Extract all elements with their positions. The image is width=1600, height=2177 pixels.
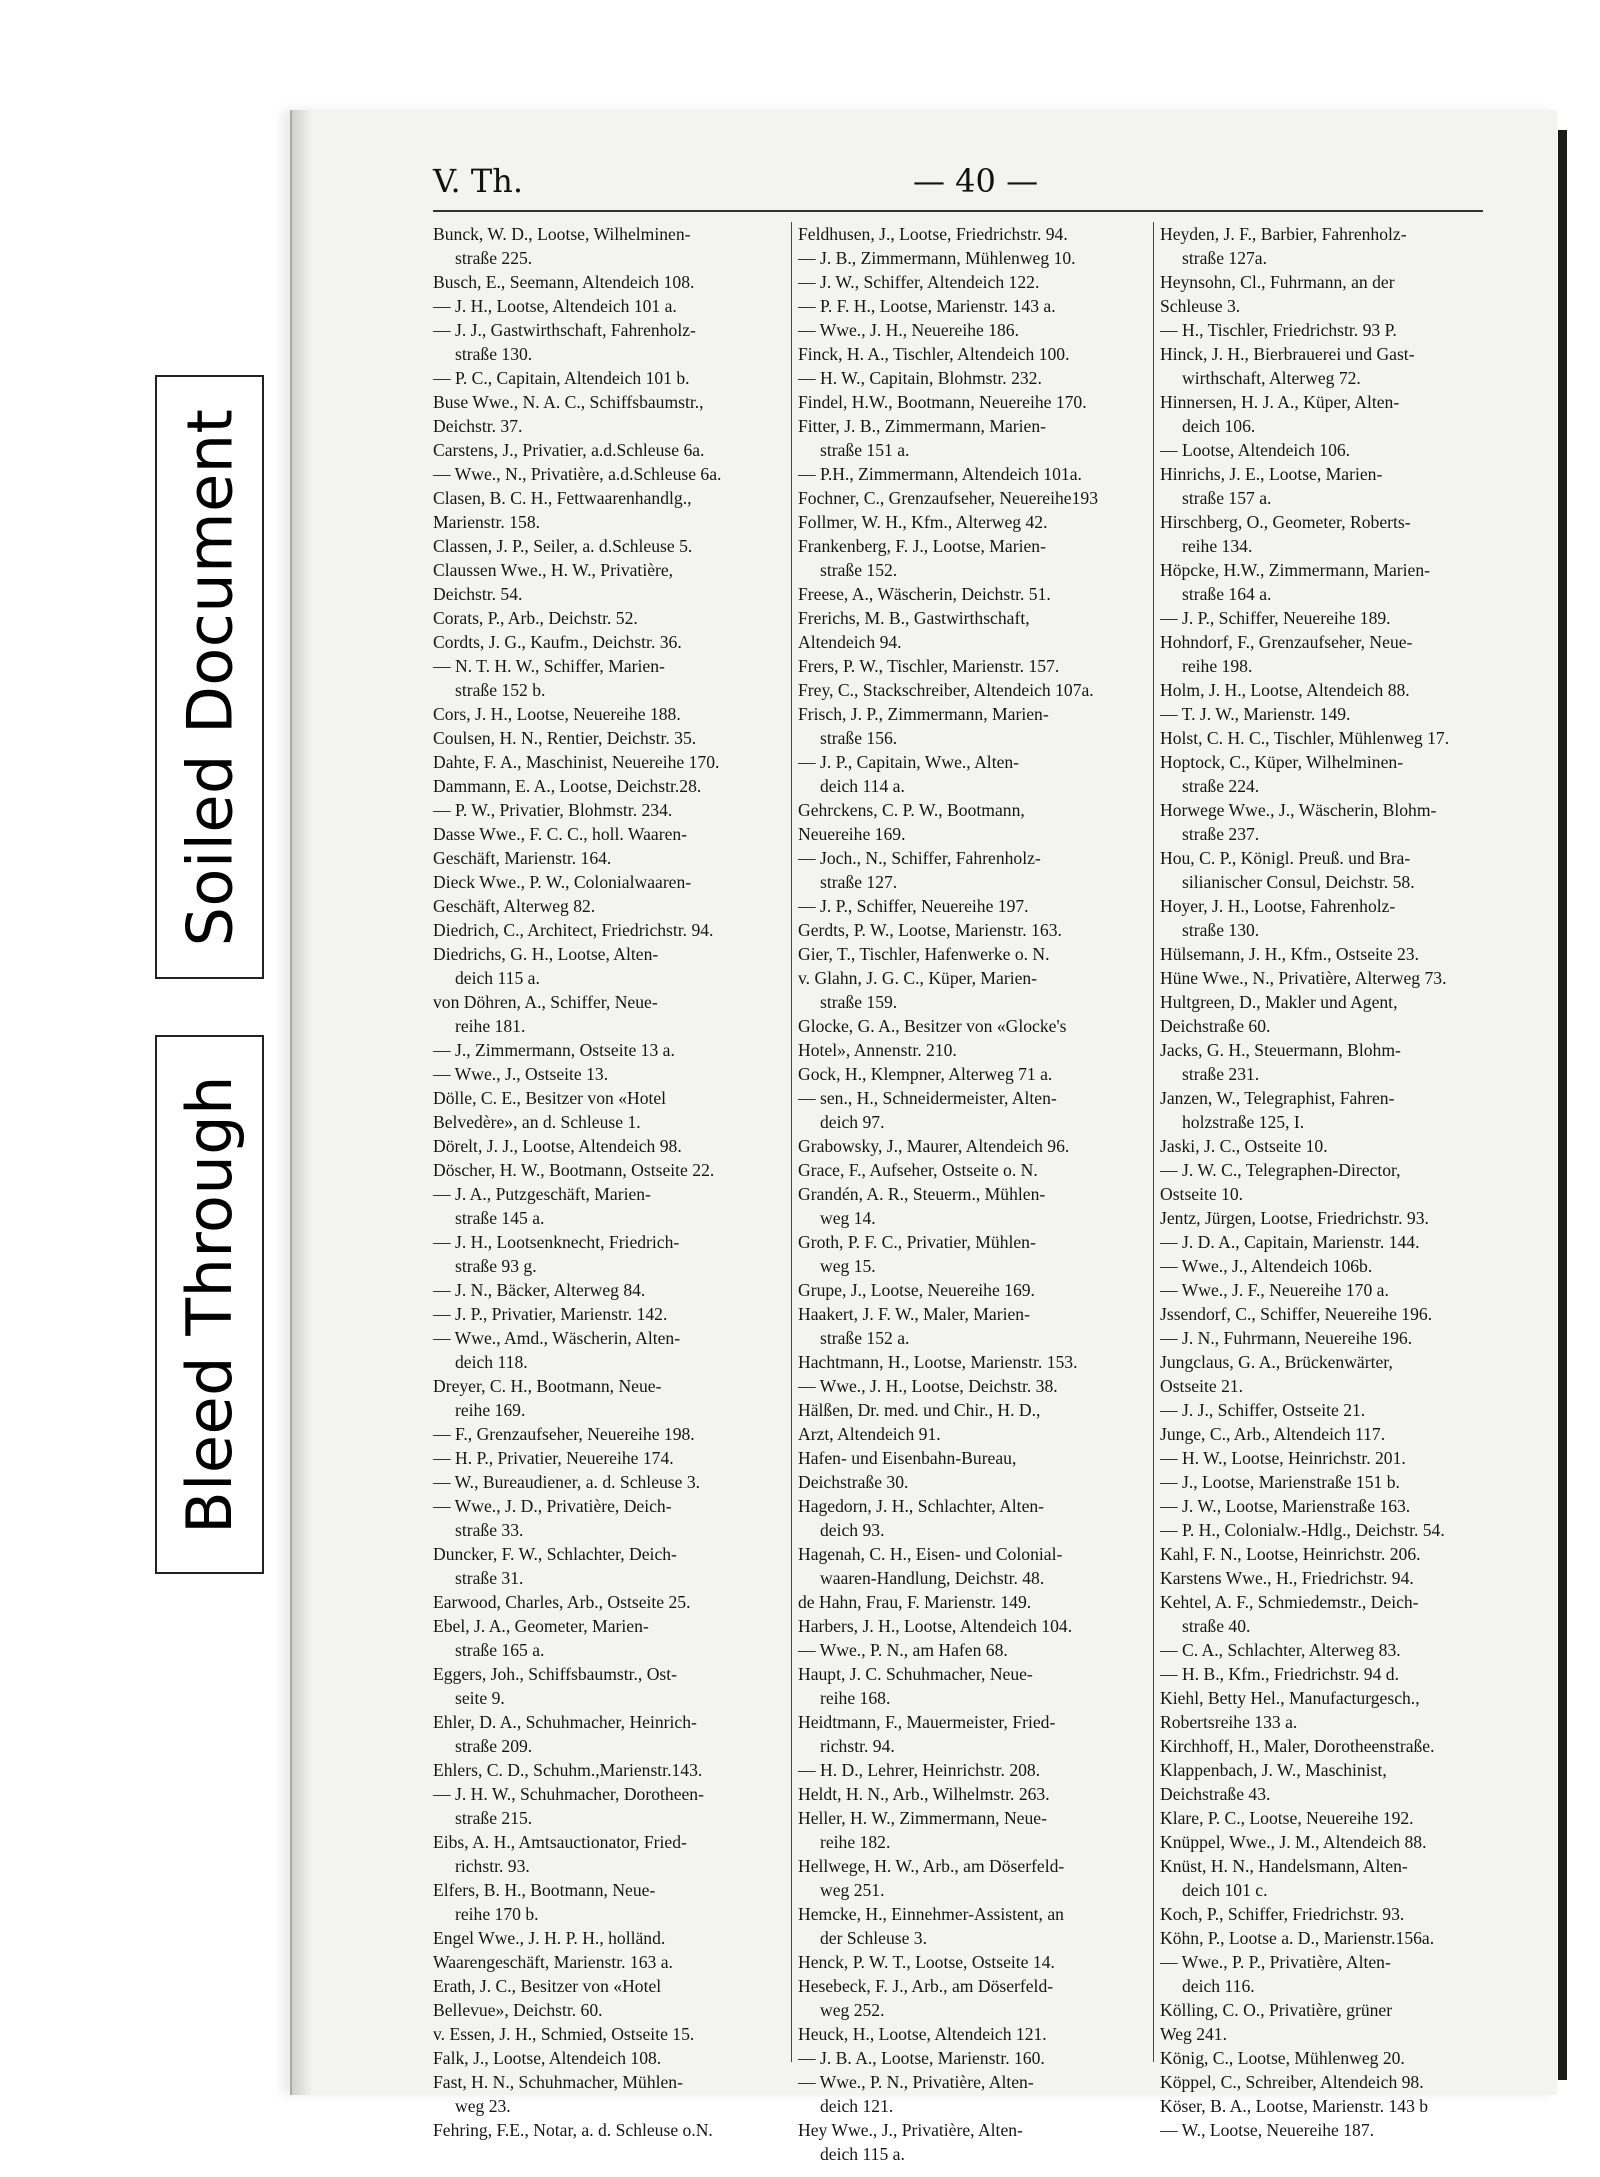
directory-entry-line: straße 156. — [820, 728, 898, 748]
directory-entry-line: Coulsen, H. N., Rentier, Deichstr. 35. — [433, 728, 697, 748]
directory-entry-line: Earwood, Charles, Arb., Ostseite 25. — [433, 1592, 691, 1612]
directory-entry-line: deich 115 a. — [820, 2144, 905, 2164]
directory-entry-line: — J. N., Bäcker, Alterweg 84. — [433, 1280, 646, 1300]
directory-entry-line: Dieck Wwe., P. W., Colonialwaaren- — [433, 872, 692, 892]
directory-entry-line: — J. A., Putzgeschäft, Marien- — [433, 1184, 651, 1204]
directory-entry-line: — J., Zimmermann, Ostseite 13 a. — [433, 1040, 675, 1060]
directory-entry-line: deich 106. — [1182, 416, 1256, 436]
directory-entry-line: — Wwe., P. N., Privatière, Alten- — [798, 2072, 1034, 2092]
directory-entry-line: Kiehl, Betty Hel., Manufacturgesch., — [1160, 1688, 1420, 1708]
directory-entry-line: Bunck, W. D., Lootse, Wilhelminen- — [433, 224, 691, 244]
directory-entry-line: deich 97. — [820, 1112, 885, 1132]
directory-entry-line: Kahl, F. N., Lootse, Heinrichstr. 206. — [1160, 1544, 1421, 1564]
page-number: — 40 — — [913, 162, 1039, 200]
directory-entry-line: Carstens, J., Privatier, a.d.Schleuse 6a. — [433, 440, 705, 460]
directory-entry-line: Frisch, J. P., Zimmermann, Marien- — [798, 704, 1049, 724]
directory-entry-line: reihe 169. — [455, 1400, 526, 1420]
directory-entry-line: — H., Tischler, Friedrichstr. 93 P. — [1160, 320, 1397, 340]
bleed-through-tag — [155, 1035, 264, 1574]
directory-entry-line: Busch, E., Seemann, Altendeich 108. — [433, 272, 695, 292]
directory-entry-line: Feldhusen, J., Lootse, Friedrichstr. 94. — [798, 224, 1068, 244]
directory-entry-line: waaren-Handlung, Deichstr. 48. — [820, 1568, 1045, 1588]
directory-entry-line: Glocke, G. A., Besitzer von «Glocke's — [798, 1016, 1067, 1036]
directory-entry-line: reihe 134. — [1182, 536, 1253, 556]
directory-entry-line: Marienstr. 158. — [433, 512, 541, 532]
directory-entry-line: Ostseite 10. — [1160, 1184, 1244, 1204]
directory-entry-line: Köhn, P., Lootse a. D., Marienstr.156a. — [1160, 1928, 1435, 1948]
directory-entry-line: Hagedorn, J. H., Schlachter, Alten- — [798, 1496, 1045, 1516]
directory-entry-line: — Wwe., J. H., Lootse, Deichstr. 38. — [798, 1376, 1058, 1396]
directory-entry-line: von Döhren, A., Schiffer, Neue- — [433, 992, 658, 1012]
directory-entry-line: — Wwe., J. D., Privatière, Deich- — [433, 1496, 672, 1516]
directory-entry-line: — J. P., Capitain, Wwe., Alten- — [798, 752, 1020, 772]
directory-entry-line: deich 121. — [820, 2096, 894, 2116]
directory-entry-line: de Hahn, Frau, F. Marienstr. 149. — [798, 1592, 1032, 1612]
directory-entry-line: — W., Lootse, Neuereihe 187. — [1160, 2120, 1375, 2140]
header-rule — [433, 210, 1483, 212]
directory-entry-line: weg 15. — [820, 1256, 876, 1276]
directory-entry-line: Hinck, J. H., Bierbrauerei und Gast- — [1160, 344, 1415, 364]
directory-entry-line: Fochner, C., Grenzaufseher, Neuereihe193 — [798, 488, 1099, 508]
directory-entry-line: Hultgreen, D., Makler und Agent, — [1160, 992, 1398, 1012]
bleed-through-label: Bleed Through — [173, 1075, 247, 1534]
directory-entry-line: — P. H., Colonialw.-Hdlg., Deichstr. 54. — [1160, 1520, 1445, 1540]
directory-entry-line: holzstraße 125, I. — [1182, 1112, 1305, 1132]
directory-entry-line: Jssendorf, C., Schiffer, Neuereihe 196. — [1160, 1304, 1433, 1324]
directory-entry-line: — Wwe., J., Altendeich 106b. — [1160, 1256, 1373, 1276]
directory-entry-line: straße 145 a. — [455, 1208, 545, 1228]
directory-entry-line: — Wwe., J., Ostseite 13. — [433, 1064, 609, 1084]
directory-entry-line: Hemcke, H., Einnehmer-Assistent, an — [798, 1904, 1064, 1924]
directory-entry-line: Belvedère», an d. Schleuse 1. — [433, 1112, 641, 1132]
directory-entry-line: straße 224. — [1182, 776, 1260, 796]
directory-entry-line: Haupt, J. C. Schuhmacher, Neue- — [798, 1664, 1033, 1684]
directory-entry-line: Haakert, J. F. W., Maler, Marien- — [798, 1304, 1030, 1324]
directory-column-1 — [433, 222, 791, 2140]
directory-entry-line: weg 252. — [820, 2000, 885, 2020]
directory-entry-line: Hülsemann, J. H., Kfm., Ostseite 23. — [1160, 944, 1419, 964]
directory-entry-line: — Wwe., N., Privatière, a.d.Schleuse 6a. — [433, 464, 722, 484]
directory-entry-line: Eibs, A. H., Amtsauctionator, Fried- — [433, 1832, 687, 1852]
directory-entry-line: Dasse Wwe., F. C. C., holl. Waaren- — [433, 824, 688, 844]
directory-entry-line: — P.H., Zimmermann, Altendeich 101a. — [798, 464, 1082, 484]
directory-entry-line: — P. W., Privatier, Blohmstr. 234. — [433, 800, 673, 820]
directory-entry-line: — J. W. C., Telegraphen-Director, — [1160, 1160, 1401, 1180]
directory-entry-line: — J. W., Lootse, Marienstraße 163. — [1160, 1496, 1411, 1516]
directory-entry-line: Deichstr. 54. — [433, 584, 523, 604]
directory-entry-line: Duncker, F. W., Schlachter, Deich- — [433, 1544, 677, 1564]
directory-entry-line: — N. T. H. W., Schiffer, Marien- — [433, 656, 665, 676]
directory-entry-line: Holst, C. H. C., Tischler, Mühlenweg 17. — [1160, 728, 1450, 748]
directory-entry-line: Fehring, F.E., Notar, a. d. Schleuse o.N. — [433, 2120, 713, 2140]
directory-entry-line: wirthschaft, Alterweg 72. — [1182, 368, 1361, 388]
directory-entry-line: deich 118. — [455, 1352, 528, 1372]
directory-entry-line: straße 231. — [1182, 1064, 1260, 1084]
directory-entry-line: Geschäft, Alterweg 82. — [433, 896, 596, 916]
directory-entry-line: Ostseite 21. — [1160, 1376, 1244, 1396]
directory-entry-line: straße 159. — [820, 992, 898, 1012]
directory-entry-line: straße 237. — [1182, 824, 1260, 844]
directory-entry-line: straße 164 a. — [1182, 584, 1272, 604]
directory-entry-line: straße 152 b. — [455, 680, 546, 700]
directory-entry-line: Hohndorf, F., Grenzaufseher, Neue- — [1160, 632, 1413, 652]
directory-entry-line: Koch, P., Schiffer, Friedrichstr. 93. — [1160, 1904, 1405, 1924]
section-heading: V. Th. — [433, 162, 523, 200]
directory-entry-line: Heynsohn, Cl., Fuhrmann, an der — [1160, 272, 1395, 292]
directory-entry-line: Dahte, F. A., Maschinist, Neuereihe 170. — [433, 752, 720, 772]
directory-entry-line: — J. P., Schiffer, Neuereihe 197. — [798, 896, 1029, 916]
directory-entry-line: Frey, C., Stackschreiber, Altendeich 107a. — [798, 680, 1094, 700]
directory-entry-line: Dörelt, J. J., Lootse, Altendeich 98. — [433, 1136, 682, 1156]
directory-entry-line: — Wwe., P. P., Privatière, Alten- — [1160, 1952, 1391, 1972]
directory-entry-line: Hüne Wwe., N., Privatière, Alterweg 73. — [1160, 968, 1447, 988]
directory-entry-line: Altendeich 94. — [798, 632, 902, 652]
directory-entry-line: — C. A., Schlachter, Alterweg 83. — [1160, 1640, 1401, 1660]
directory-entry-line: Dammann, E. A., Lootse, Deichstr.28. — [433, 776, 702, 796]
directory-entry-line: Falk, J., Lootse, Altendeich 108. — [433, 2048, 662, 2068]
directory-entry-line: — Lootse, Altendeich 106. — [1160, 440, 1351, 460]
directory-entry-line: straße 40. — [1182, 1616, 1251, 1636]
directory-entry-line: Groth, P. F. C., Privatier, Mühlen- — [798, 1232, 1036, 1252]
directory-entry-line: deich 101 c. — [1182, 1880, 1268, 1900]
directory-entry-line: Ehlers, C. D., Schuhm.,Marienstr.143. — [433, 1760, 703, 1780]
directory-entry-line: straße 127. — [820, 872, 898, 892]
directory-entry-line: Kehtel, A. F., Schmiedemstr., Deich- — [1160, 1592, 1419, 1612]
directory-entry-line: Engel Wwe., J. H. P. H., holländ. — [433, 1928, 666, 1948]
directory-entry-line: — Joch., N., Schiffer, Fahrenholz- — [798, 848, 1041, 868]
directory-entry-line: Hinnersen, H. J. A., Küper, Alten- — [1160, 392, 1400, 412]
directory-entry-line: — W., Bureaudiener, a. d. Schleuse 3. — [433, 1472, 701, 1492]
directory-entry-line: straße 157 a. — [1182, 488, 1272, 508]
directory-entry-line: — J. J., Gastwirthschaft, Fahrenholz- — [433, 320, 696, 340]
directory-entry-line: — J. H., Lootse, Altendeich 101 a. — [433, 296, 677, 316]
directory-entry-line: straße 152 a. — [820, 1328, 910, 1348]
directory-entry-line: Geschäft, Marienstr. 164. — [433, 848, 612, 868]
directory-entry-line: Holm, J. H., Lootse, Altendeich 88. — [1160, 680, 1410, 700]
directory-entry-line: Classen, J. P., Seiler, a. d.Schleuse 5. — [433, 536, 693, 556]
directory-entry-line: Deichstraße 30. — [798, 1472, 909, 1492]
directory-entry-line: Hinrichs, J. E., Lootse, Marien- — [1160, 464, 1383, 484]
directory-entry-line: Hirschberg, O., Geometer, Roberts- — [1160, 512, 1411, 532]
directory-entry-line: straße 151 a. — [820, 440, 910, 460]
page-header — [433, 110, 1483, 220]
directory-entry-line: v. Essen, J. H., Schmied, Ostseite 15. — [433, 2024, 695, 2044]
directory-entry-line: Deichstraße 60. — [1160, 1016, 1271, 1036]
directory-entry-line: Gerdts, P. W., Lootse, Marienstr. 163. — [798, 920, 1062, 940]
directory-entry-line: Heldt, H. N., Arb., Wilhelmstr. 263. — [798, 1784, 1050, 1804]
directory-entry-line: reihe 181. — [455, 1016, 526, 1036]
directory-entry-line: Jungclaus, G. A., Brückenwärter, — [1160, 1352, 1393, 1372]
directory-entry-line: silianischer Consul, Deichstr. 58. — [1182, 872, 1415, 892]
directory-entry-line: Claussen Wwe., H. W., Privatière, — [433, 560, 674, 580]
directory-entry-line: Erath, J. C., Besitzer von «Hotel — [433, 1976, 662, 1996]
directory-entry-line: Hälßen, Dr. med. und Chir., H. D., — [798, 1400, 1041, 1420]
directory-entry-line: Gehrckens, C. P. W., Bootmann, — [798, 800, 1025, 820]
directory-entry-line: Junge, C., Arb., Altendeich 117. — [1160, 1424, 1386, 1444]
directory-entry-line: Frerichs, M. B., Gastwirthschaft, — [798, 608, 1030, 628]
directory-entry-line: richstr. 94. — [820, 1736, 895, 1756]
directory-entry-line: straße 127a. — [1182, 248, 1268, 268]
directory-entry-line: Heidtmann, F., Mauermeister, Fried- — [798, 1712, 1056, 1732]
directory-entry-line: Fitter, J. B., Zimmermann, Marien- — [798, 416, 1047, 436]
directory-entry-line: Frankenberg, F. J., Lootse, Marien- — [798, 536, 1046, 556]
directory-entry-line: Gier, T., Tischler, Hafenwerke o. N. — [798, 944, 1050, 964]
directory-entry-line: Hotel», Annenstr. 210. — [798, 1040, 957, 1060]
directory-entry-line: Heuck, H., Lootse, Altendeich 121. — [798, 2024, 1047, 2044]
directory-entry-line: — J. B. A., Lootse, Marienstr. 160. — [798, 2048, 1045, 2068]
directory-entry-line: weg 14. — [820, 1208, 876, 1228]
directory-entry-line: Cors, J. H., Lootse, Neuereihe 188. — [433, 704, 681, 724]
directory-entry-line: Knüst, H. N., Handelsmann, Alten- — [1160, 1856, 1408, 1876]
directory-entry-line: Hey Wwe., J., Privatière, Alten- — [798, 2120, 1023, 2140]
directory-entry-line: straße 215. — [455, 1808, 533, 1828]
directory-entry-line: Köser, B. A., Lootse, Marienstr. 143 b — [1160, 2096, 1429, 2116]
directory-entry-line: deich 115 a. — [455, 968, 540, 988]
directory-column-3 — [1153, 222, 1503, 2140]
directory-entry-line: straße 130. — [1182, 920, 1260, 940]
directory-entry-line: Hellwege, H. W., Arb., am Döserfeld- — [798, 1856, 1065, 1876]
directory-entry-line: Ebel, J. A., Geometer, Marien- — [433, 1616, 649, 1636]
directory-entry-line: König, C., Lootse, Mühlenweg 20. — [1160, 2048, 1405, 2068]
directory-entry-line: straße 33. — [455, 1520, 524, 1540]
directory-entry-line: Buse Wwe., N. A. C., Schiffsbaumstr., — [433, 392, 704, 412]
directory-entry-line: Fast, H. N., Schuhmacher, Mühlen- — [433, 2072, 683, 2092]
directory-entry-line: reihe 198. — [1182, 656, 1253, 676]
directory-entry-line: Bellevue», Deichstr. 60. — [433, 2000, 603, 2020]
directory-entry-line: deich 114 a. — [820, 776, 905, 796]
page-binding-shadow — [292, 110, 312, 2095]
directory-entry-line: deich 93. — [820, 1520, 885, 1540]
directory-entry-line: Ehler, D. A., Schuhmacher, Heinrich- — [433, 1712, 697, 1732]
directory-entry-line: Döscher, H. W., Bootmann, Ostseite 22. — [433, 1160, 715, 1180]
directory-entry-line: Jacks, G. H., Steuermann, Blohm- — [1160, 1040, 1401, 1060]
directory-entry-line: Deichstr. 37. — [433, 416, 523, 436]
directory-entry-line: — T. J. W., Marienstr. 149. — [1160, 704, 1351, 724]
directory-entry-line: Dreyer, C. H., Bootmann, Neue- — [433, 1376, 662, 1396]
directory-entry-line: — J. W., Schiffer, Altendeich 122. — [798, 272, 1040, 292]
directory-entry-line: — Wwe., J. H., Neuereihe 186. — [798, 320, 1020, 340]
directory-entry-line: — J., Lootse, Marienstraße 151 b. — [1160, 1472, 1400, 1492]
directory-entry-line: Corats, P., Arb., Deichstr. 52. — [433, 608, 638, 628]
directory-entry-line: — F., Grenzaufseher, Neuereihe 198. — [433, 1424, 695, 1444]
directory-entry-line: Kölling, C. O., Privatière, grüner — [1160, 2000, 1393, 2020]
directory-entry-line: Horwege Wwe., J., Wäscherin, Blohm- — [1160, 800, 1437, 820]
directory-entry-line: deich 116. — [1182, 1976, 1255, 1996]
directory-entry-line: Grace, F., Aufseher, Ostseite o. N. — [798, 1160, 1038, 1180]
directory-entry-line: — J. P., Schiffer, Neuereihe 189. — [1160, 608, 1391, 628]
directory-entry-line: Jaski, J. C., Ostseite 10. — [1160, 1136, 1328, 1156]
directory-entry-line: Hachtmann, H., Lootse, Marienstr. 153. — [798, 1352, 1078, 1372]
directory-entry-line: straße 165 a. — [455, 1640, 545, 1660]
directory-entry-line: — J. N., Fuhrmann, Neuereihe 196. — [1160, 1328, 1413, 1348]
directory-entry-line: Waarengeschäft, Marienstr. 163 a. — [433, 1952, 673, 1972]
directory-entry-line: Diedrichs, G. H., Lootse, Alten- — [433, 944, 659, 964]
directory-entry-line: — sen., H., Schneidermeister, Alten- — [798, 1088, 1057, 1108]
directory-entry-line: Kirchhoff, H., Maler, Dorotheenstraße. — [1160, 1736, 1435, 1756]
directory-entry-line: — J. J., Schiffer, Ostseite 21. — [1160, 1400, 1366, 1420]
directory-entry-line: straße 31. — [455, 1568, 524, 1588]
directory-entry-line: Grupe, J., Lootse, Neuereihe 169. — [798, 1280, 1035, 1300]
directory-entry-line: Dölle, C. E., Besitzer von «Hotel — [433, 1088, 667, 1108]
directory-entry-line: — Wwe., J. F., Neuereihe 170 a. — [1160, 1280, 1389, 1300]
directory-entry-line: Frers, P. W., Tischler, Marienstr. 157. — [798, 656, 1060, 676]
directory-entry-line: straße 130. — [455, 344, 533, 364]
directory-entry-line: Janzen, W., Telegraphist, Fahren- — [1160, 1088, 1395, 1108]
directory-entry-line: Köppel, C., Schreiber, Altendeich 98. — [1160, 2072, 1424, 2092]
directory-entry-line: — P. F. H., Lootse, Marienstr. 143 a. — [798, 296, 1056, 316]
directory-entry-line: v. Glahn, J. G. C., Küper, Marien- — [798, 968, 1038, 988]
directory-entry-line: Schleuse 3. — [1160, 296, 1241, 316]
directory-entry-line: — H. B., Kfm., Friedrichstr. 94 d. — [1160, 1664, 1399, 1684]
directory-entry-line: Knüppel, Wwe., J. M., Altendeich 88. — [1160, 1832, 1427, 1852]
directory-entry-line: Hoyer, J. H., Lootse, Fahrenholz- — [1160, 896, 1396, 916]
directory-entry-line: Heller, H. W., Zimmermann, Neue- — [798, 1808, 1047, 1828]
directory-entry-line: weg 23. — [455, 2096, 511, 2116]
directory-entry-line: — P. C., Capitain, Altendeich 101 b. — [433, 368, 690, 388]
directory-entry-line: Hagenah, C. H., Eisen- und Colonial- — [798, 1544, 1063, 1564]
directory-entry-line: straße 93 g. — [455, 1256, 537, 1276]
directory-entry-line: Heyden, J. F., Barbier, Fahrenholz- — [1160, 224, 1407, 244]
directory-entry-line: Klappenbach, J. W., Maschinist, — [1160, 1760, 1387, 1780]
directory-entry-line: Gock, H., Klempner, Alterweg 71 a. — [798, 1064, 1053, 1084]
directory-entry-line: Hesebeck, F. J., Arb., am Döserfeld- — [798, 1976, 1054, 1996]
directory-entry-line: Jentz, Jürgen, Lootse, Friedrichstr. 93. — [1160, 1208, 1429, 1228]
directory-column-2 — [791, 222, 1153, 2164]
directory-entry-line: Karstens Wwe., H., Friedrichstr. 94. — [1160, 1568, 1414, 1588]
directory-entry-line: Klare, P. C., Lootse, Neuereihe 192. — [1160, 1808, 1414, 1828]
scanned-page — [290, 110, 1557, 2164]
directory-entry-line: Deichstraße 43. — [1160, 1784, 1271, 1804]
directory-entry-line: Freese, A., Wäscherin, Deichstr. 51. — [798, 584, 1051, 604]
directory-entry-line: Arzt, Altendeich 91. — [798, 1424, 941, 1444]
directory-entry-line: Grandén, A. R., Steuerm., Mühlen- — [798, 1184, 1046, 1204]
directory-entry-line: — H. D., Lehrer, Heinrichstr. 208. — [798, 1760, 1041, 1780]
directory-entry-line: der Schleuse 3. — [820, 1928, 927, 1948]
directory-entry-line: seite 9. — [455, 1688, 505, 1708]
directory-entry-line: Henck, P. W. T., Lootse, Ostseite 14. — [798, 1952, 1055, 1972]
directory-entry-line: Elfers, B. H., Bootmann, Neue- — [433, 1880, 656, 1900]
directory-entry-line: straße 152. — [820, 560, 898, 580]
directory-entry-line: — H. W., Capitain, Blohmstr. 232. — [798, 368, 1042, 388]
directory-entry-line: — J. D. A., Capitain, Marienstr. 144. — [1160, 1232, 1420, 1252]
directory-entry-line: Finck, H. A., Tischler, Altendeich 100. — [798, 344, 1070, 364]
directory-entry-line: Eggers, Joh., Schiffsbaumstr., Ost- — [433, 1664, 678, 1684]
directory-entry-line: Harbers, J. H., Lootse, Altendeich 104. — [798, 1616, 1073, 1636]
directory-columns — [433, 222, 1503, 2164]
directory-entry-line: Findel, H.W., Bootmann, Neuereihe 170. — [798, 392, 1087, 412]
directory-entry-line: Höpcke, H.W., Zimmermann, Marien- — [1160, 560, 1431, 580]
directory-entry-line: — J. H. W., Schuhmacher, Dorotheen- — [433, 1784, 704, 1804]
directory-entry-line: — J. B., Zimmermann, Mühlenweg 10. — [798, 248, 1076, 268]
directory-entry-line: Hoptock, C., Küper, Wilhelminen- — [1160, 752, 1404, 772]
directory-entry-line: reihe 168. — [820, 1688, 891, 1708]
directory-entry-line: weg 251. — [820, 1880, 885, 1900]
directory-entry-line: Hafen- und Eisenbahn-Bureau, — [798, 1448, 1017, 1468]
directory-entry-line: — J. H., Lootsenknecht, Friedrich- — [433, 1232, 680, 1252]
directory-entry-line: — J. P., Privatier, Marienstr. 142. — [433, 1304, 668, 1324]
directory-entry-line: straße 225. — [455, 248, 533, 268]
directory-entry-line: Neuereihe 169. — [798, 824, 906, 844]
directory-entry-line: Follmer, W. H., Kfm., Alterweg 42. — [798, 512, 1048, 532]
directory-entry-line: Clasen, B. C. H., Fettwaarenhandlg., — [433, 488, 692, 508]
directory-entry-line: — H. P., Privatier, Neuereihe 174. — [433, 1448, 674, 1468]
directory-entry-line: Cordts, J. G., Kaufm., Deichstr. 36. — [433, 632, 682, 652]
directory-entry-line: Grabowsky, J., Maurer, Altendeich 96. — [798, 1136, 1070, 1156]
directory-entry-line: Weg 241. — [1160, 2024, 1227, 2044]
directory-entry-line: — Wwe., Amd., Wäscherin, Alten- — [433, 1328, 681, 1348]
directory-entry-line: straße 209. — [455, 1736, 533, 1756]
directory-entry-line: Hou, C. P., Königl. Preuß. und Bra- — [1160, 848, 1411, 868]
directory-entry-line: Diedrich, C., Architect, Friedrichstr. 94. — [433, 920, 714, 940]
directory-entry-line: — Wwe., P. N., am Hafen 68. — [798, 1640, 1008, 1660]
directory-entry-line: richstr. 93. — [455, 1856, 530, 1876]
directory-entry-line: reihe 182. — [820, 1832, 891, 1852]
soiled-document-label: Soiled Document — [173, 408, 246, 946]
directory-entry-line: reihe 170 b. — [455, 1904, 539, 1924]
directory-entry-line: — H. W., Lootse, Heinrichstr. 201. — [1160, 1448, 1406, 1468]
directory-entry-line: Robertsreihe 133 a. — [1160, 1712, 1298, 1732]
soiled-document-tag — [155, 375, 264, 979]
